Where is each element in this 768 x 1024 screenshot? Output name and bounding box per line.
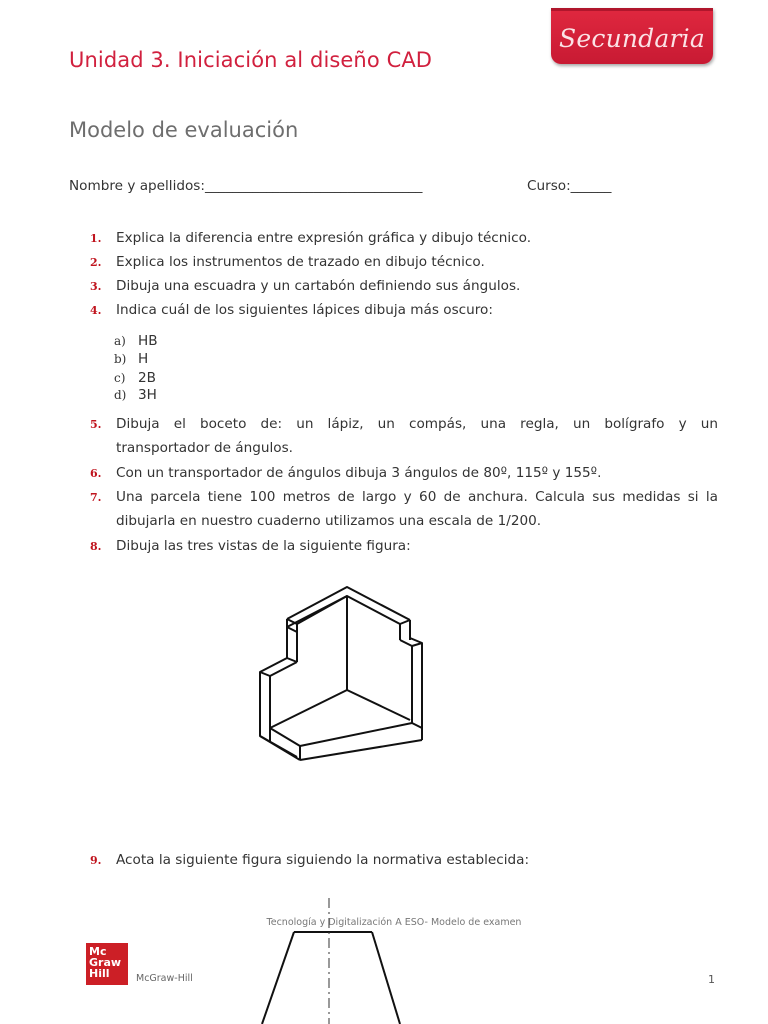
option-letter: a) <box>114 334 126 348</box>
question-text-line-2: dibujarla en nuestro cuaderno utilizamos una escala de 1/200. <box>116 513 542 529</box>
question-text-line-1: Dibuja el boceto de: un lápiz, un compás, una regla, un bolígrafo y un <box>116 416 718 432</box>
banner-label: Secundaria <box>559 23 705 53</box>
question-text: Explica la diferencia entre expresión gráfica y dibujo técnico. <box>116 230 532 246</box>
question-5 <box>90 412 718 460</box>
question-number: 9. <box>90 854 102 867</box>
question-text: Explica los instrumentos de trazado en dibujo técnico. <box>116 254 485 270</box>
question-number: 3. <box>90 280 102 293</box>
unit-title: Unidad 3. Iniciación al diseño CAD <box>69 48 433 72</box>
question-text: Dibuja las tres vistas de la siguiente figura: <box>116 538 411 554</box>
option-c <box>114 369 156 387</box>
option-d <box>114 386 157 404</box>
option-b <box>114 350 148 368</box>
option-letter: b) <box>114 352 127 366</box>
isometric-figure <box>250 582 430 772</box>
page-number: 1 <box>708 973 715 986</box>
section-title: Modelo de evaluación <box>69 118 299 142</box>
question-number: 4. <box>90 304 102 317</box>
question-number: 6. <box>90 467 102 480</box>
option-text: 2B <box>138 370 156 386</box>
question-text-line-1: Una parcela tiene 100 metros de largo y 60 de anchura. Calcula sus medidas si la <box>116 489 718 505</box>
option-a <box>114 332 158 350</box>
question-2 <box>90 250 718 274</box>
option-text: 3H <box>138 387 157 403</box>
publisher-name: McGraw-Hill <box>136 973 193 984</box>
question-text-line-2: transportador de ángulos. <box>116 440 293 456</box>
logo-line: Mc <box>89 945 107 958</box>
logo-line: Graw <box>89 956 122 969</box>
option-text: HB <box>138 333 158 349</box>
question-text: Con un transportador de ángulos dibuja 3 ángulos de 80º, 115º y 155º. <box>116 465 602 481</box>
question-number: 2. <box>90 256 102 269</box>
question-text: Indica cuál de los siguientes lápices dibuja más oscuro: <box>116 302 493 318</box>
question-number: 5. <box>90 418 102 431</box>
question-9 <box>90 848 718 872</box>
option-letter: d) <box>114 388 127 402</box>
question-number: 1. <box>90 232 102 245</box>
option-letter: c) <box>114 371 126 385</box>
trapezoid-figure <box>255 895 415 1024</box>
course-field: Curso:______ <box>527 178 612 194</box>
logo-line: Hill <box>89 967 110 980</box>
question-number: 7. <box>90 491 102 504</box>
question-4 <box>90 298 718 322</box>
question-text: Dibuja una escuadra y un cartabón definiendo sus ángulos. <box>116 278 521 294</box>
question-6 <box>90 461 718 485</box>
question-8 <box>90 534 718 558</box>
mcgraw-hill-logo <box>86 943 128 985</box>
question-7 <box>90 485 718 533</box>
secundaria-banner <box>551 8 713 64</box>
question-1 <box>90 226 718 250</box>
option-text: H <box>138 351 149 367</box>
question-number: 8. <box>90 540 102 553</box>
name-field: Nombre y apellidos:________________________________ <box>69 178 423 194</box>
question-text: Acota la siguiente figura siguiendo la normativa establecida: <box>116 852 530 868</box>
footer-title: Tecnología y Digitalización A ESO- Modelo de examen <box>266 917 522 928</box>
question-3 <box>90 274 718 298</box>
